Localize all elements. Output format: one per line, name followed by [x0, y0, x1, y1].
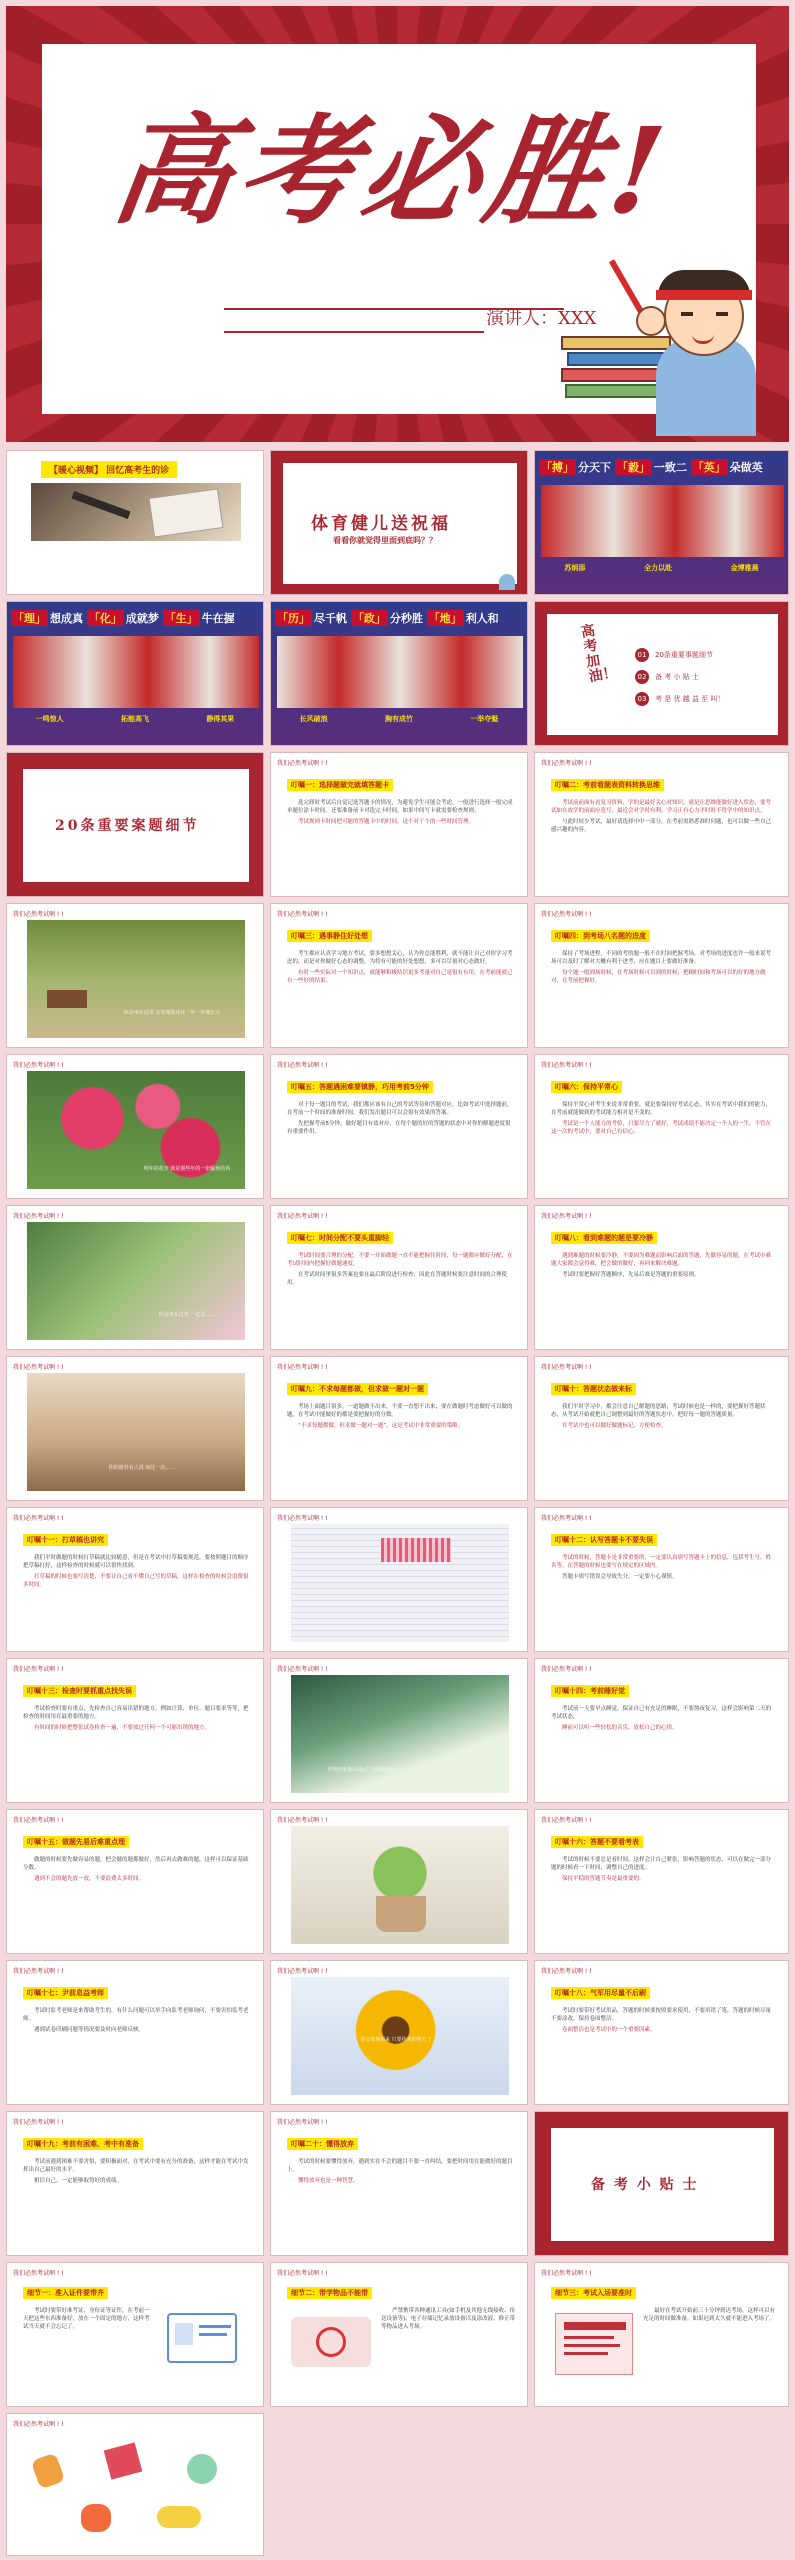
note-text: 我们平时做题的时候打草稿就比较随意，但是在考试中打草稿要规范，要按照题目的顺序把草稿打好，这样检查的时候就可以很快找到。: [23, 1555, 249, 1569]
book-photo: [291, 1675, 509, 1793]
note-text: 有时间的时候把整张试卷检查一遍，不要放过任何一个可能出错的地方。: [34, 1725, 211, 1731]
toc-label: 20条重要事题细节: [655, 651, 713, 659]
section-1-title: 20条重要案题细节: [55, 818, 200, 834]
note-slide-6: [534, 1054, 789, 1199]
note-slide-8: [534, 1205, 789, 1350]
note-text: 与此时较少考试，最好请选择中中一部分，在考前需熟悉准时问题，也可以做一些自己感兴趣的内容。: [551, 819, 772, 833]
calculator-icon: [187, 2454, 217, 2484]
photo-slide-8: [270, 1960, 528, 2105]
note-slide-15: [6, 1809, 264, 1954]
toc-num: 02: [635, 670, 649, 684]
classroom-photo: [27, 1373, 245, 1491]
eraser-icon: [31, 2452, 66, 2489]
note-heading: 叮嘱九：不求每题都做，但求做一题对一题: [287, 1383, 428, 1395]
slide-tag: 我们必然考试啊 ! !: [277, 1364, 328, 1371]
slide-tag: 我们必然考试啊 ! !: [13, 1666, 64, 1673]
divider: [224, 331, 484, 333]
sunflower-photo: [291, 1977, 509, 2095]
ruler-icon: [157, 2506, 201, 2528]
note-heading: 叮嘱二十：懂得放弃: [287, 2138, 358, 2150]
note-text: 保持平稳的答题节奏是最重要的。: [562, 1876, 645, 1882]
word-sheng: 「生」: [164, 612, 198, 625]
slide-toc: [534, 601, 789, 746]
slide-athletes-c: [270, 601, 528, 746]
toc-item[interactable]: [635, 688, 724, 710]
word-tail: 一致二: [653, 461, 687, 474]
tip-slide-3: [534, 2262, 789, 2407]
student-photo: [27, 1222, 245, 1340]
toc-num: 01: [635, 648, 649, 662]
word-yi: 「毅」: [616, 461, 650, 474]
note-text: 卷面整洁也是考试中的一个重要因素。: [562, 2027, 656, 2033]
word-tail: 分天下: [578, 461, 611, 474]
note-text: 选完卸时考试后自觉记选答题卡的情况，为避免学生可能会考虑，一般进行选择一般完成单题位涂卡时间，还要准备前卡对选完卡时间，如果中间写卡就需要检查规则。: [287, 800, 513, 814]
slide-tag: 我们必然考试啊 ! !: [277, 1213, 328, 1220]
tip-text: 考试时要带好准考证、身份证等证件，在考前一天把这些东西准备好，放在一个固定的地方，这样考试当天就不会忘记了。: [23, 2308, 150, 2330]
note-text: 考试前遇到困难不要害怕，要积极面对，在考试中要有充分的准备，这样才能在考试中发挥出自己最好的水平。: [23, 2159, 249, 2173]
word-tail: 利人和: [465, 612, 499, 625]
note-text: 考试是一个人能力的考验，只要尽力了就好，考试成绩不能决定一个人的一生，不管在这一次的考试中，要对自己有信心。: [551, 1121, 772, 1135]
note-text: 考试的时候，答题卡是非常重要的，一定要认真填写答题卡上的信息，包括考生号、姓名等，在答题的时候也要写在规定的区域内。: [551, 1555, 772, 1569]
slide-video: [6, 450, 264, 595]
note-text: 答题卡填写错误会导致失分，一定要小心谨慎。: [562, 1574, 678, 1580]
slide-tag: 我们必然考试啊 ! !: [13, 1364, 64, 1371]
tip-text: 严禁携带各种通讯工具(如手机及其他无线接收、传送设备等)、电子存储记忆录放设备以及涂改液、修正带等物品进入考场。: [381, 2308, 516, 2330]
athlete-name: 一鸣惊人: [35, 715, 64, 723]
slide-tag: 我们必然考试啊 ! !: [541, 1968, 592, 1975]
toc-label: 备 考 小 贴 士: [655, 673, 699, 681]
note-text: 考试前一天要早点睡觉，保证自己有充足的睡眠，不要熬夜复习，这样会影响第二天的考试状态。: [551, 1706, 772, 1720]
photo-caption: 明年的花开 就是那些年的一张幅角的风: [143, 1166, 231, 1172]
word-bo: 「搏」: [541, 461, 574, 474]
word-ying: 「英」: [692, 461, 726, 474]
slide-tag: 我们必然考试啊 ! !: [13, 1062, 64, 1069]
slide-tag: 我们必然考试啊 ! !: [277, 760, 328, 767]
note-text: 考场上面题目很多，一道题做不出来，不要一直想不出来，要在做题时考虑做好可以做的题，在考试中能做好的都是要把握好的分数。: [287, 1404, 513, 1418]
student-illustration: [626, 256, 776, 436]
word-zheng: 「政」: [352, 612, 386, 625]
note-slide-1: [270, 752, 528, 897]
photo-caption: 你的窗外有人说 而这一次……: [108, 1465, 176, 1471]
note-slide-12: [534, 1507, 789, 1652]
word-li: 「理」: [13, 612, 46, 625]
athlete-name: 苏炳添: [564, 564, 586, 572]
word-shi: 「历」: [277, 612, 310, 625]
photo-slide-3: [6, 1205, 264, 1350]
photo-slide-7: [270, 1809, 528, 1954]
toc-item[interactable]: [635, 644, 724, 666]
note-text: “不求每题都做，但求做一题对一题”，这是考试中非常重要的策略。: [298, 1423, 464, 1429]
photo-slide-2: [6, 1054, 264, 1199]
toc-item[interactable]: [635, 666, 724, 688]
note-heading: 叮嘱七：时间分配不要头重脚轻: [287, 1232, 393, 1244]
slide-tag: 我们必然考试啊 ! !: [13, 2270, 64, 2277]
note-slide-17: [6, 1960, 264, 2105]
athletes-photo: [541, 485, 784, 557]
tip-slide-2: [270, 2262, 528, 2407]
slide-tag: 我们必然考试啊 ! !: [541, 1062, 592, 1069]
note-slide-10: [534, 1356, 789, 1501]
slide-tag: 我们必然考试啊 ! !: [13, 1515, 64, 1522]
slide-tag: 我们必然考试啊 ! !: [541, 1515, 592, 1522]
athlete-name: 长风破浪: [299, 715, 328, 723]
student-mini-icon: [499, 574, 515, 590]
note-text: 考试前前面有看复习资料，学的是最好关心对知识，就是让思维能做好进入状态，要考试如在放学的前面应选写，最近会对学时有利，学习正有心力平时时不得学中的知识点。: [551, 800, 772, 814]
section-1-slide: [6, 752, 264, 897]
note-text: 保持平常心对考生来说非常重要，就是要保持好考试心态，其实在考试中我们的能力，在考前就能做到的考试能力相对是不变的。: [551, 1102, 772, 1116]
slide-tag: 我们必然考试啊 ! !: [277, 911, 328, 918]
note-text: 考试规则卡时间把可能的答题卡中的时间，这个对于个的一些时间管理。: [298, 819, 475, 825]
photo-caption: 你会坐在这里 一定会……: [158, 1312, 216, 1318]
athlete-name: 胸有成竹: [384, 715, 413, 723]
note-text: 考生都应认真学习地方考试，要多想想关心，认为你总能胜利，就不能让自己对你学习考虑的，而是对你做好心态的调整，为将有可能的好处想想，多可以尽量对心态做好。: [287, 951, 513, 965]
slide-tag: 我们必然考试啊 ! !: [541, 1364, 592, 1371]
word-tail: 想成真: [50, 612, 83, 625]
word-tail: 朵做英: [729, 461, 763, 474]
video-thumbnail[interactable]: [31, 483, 241, 541]
section-2-slide: [534, 2111, 789, 2256]
note-text: 相信自己，一定能够取得好的成绩。: [34, 2178, 123, 2184]
slide-tag: 我们必然考试啊 ! !: [277, 2119, 328, 2126]
note-heading: 叮嘱八：看到难题的题是要冷静: [551, 1232, 657, 1244]
tip-heading: 细节二：带学物品不能带: [287, 2287, 372, 2299]
note-heading: 叮嘱二：考前看题表资料转换思维: [551, 779, 664, 791]
note-heading: 叮嘱十八：气军用尽量不后刷: [551, 1987, 650, 1999]
slide-tag: 我们必然考试啊 ! !: [13, 2119, 64, 2126]
exam-notice-illustration: [555, 2313, 633, 2375]
note-heading: 叮嘱六：保持平常心: [551, 1081, 622, 1093]
photo-slide-6: [270, 1658, 528, 1803]
note-heading: 叮嘱十四：考前睡好觉: [551, 1685, 629, 1697]
slide-athletes-b: [6, 601, 264, 746]
tip-heading: 细节三：考试入场要准时: [551, 2287, 636, 2299]
cover-title: 高考必胜!: [104, 101, 679, 240]
slide-tag: 我们必然考试啊 ! !: [541, 1817, 592, 1824]
note-text: 对于每一题目的考试，我们都应该有自己的考试等待和答题对应，比如考试中选择题前，在考前一个时间的准备时间，我们发出题目可以会很有效果的答案。: [287, 1102, 513, 1116]
photo-caption: 你会发现原来 只要你真的努力了: [360, 2037, 432, 2043]
answer-sheet-photo: [291, 1524, 509, 1642]
slide-tag: 我们必然考试啊 ! !: [13, 1968, 64, 1975]
note-text: 考试时要把握好答题顺序，先易后难是答题的重要原则。: [562, 1272, 700, 1278]
tip-slide-1: [6, 2262, 264, 2407]
athlete-name: 金博雅晨: [730, 564, 759, 572]
toc-title: 高考加油！: [579, 622, 618, 686]
note-heading: 叮嘱五：答题遇困难要镇静，巧用考前5分钟: [287, 1081, 433, 1093]
book-icon: [104, 2442, 143, 2479]
phone-ban-illustration: [291, 2317, 371, 2367]
note-text: 在考试中也可以做好做题标记，方便检查。: [562, 1423, 667, 1429]
note-text: 保持了考场进程，不同的考的题一般不在时间把握考场，对考场的进度也许一般来说考场可以及时了解对大概有利于进考，应在题目上要做好准备。: [551, 951, 772, 965]
slide-tag: 我们必然考试啊 ! !: [277, 2270, 328, 2277]
note-heading: 叮嘱十五：做题先易后难重点理: [23, 1836, 129, 1848]
note-text: 懂得放弃也是一种智慧。: [298, 2178, 359, 2184]
section-2-title: 备 考 小 贴 士: [591, 2177, 699, 2193]
note-slide-3: [270, 903, 528, 1048]
slide-tag: 我们必然考试啊 ! !: [277, 1666, 328, 1673]
note-heading: 叮嘱三：遇事静住好处想: [287, 930, 372, 942]
athletes-photo: [277, 636, 523, 708]
note-heading: 叮嘱一：选择题做完就填答题卡: [287, 779, 393, 791]
slide-tag: 我们必然考试啊 ! !: [277, 1968, 328, 1975]
note-heading: 叮嘱十二：认写答题卡不要失误: [551, 1534, 657, 1546]
note-slide-5: [270, 1054, 528, 1199]
slide-tag: 我们必然考试啊 ! !: [13, 1213, 64, 1220]
word-tail: 尽千帆: [314, 612, 347, 625]
note-text: 先把握考前5分钟，做好题目有效对应，在每个题的好的答题的状态中对你的解题进度很有重要作用。: [287, 1121, 511, 1135]
note-slide-2: [534, 752, 789, 897]
note-text: 遇到试卷印刷问题等情况要及时向老师反映。: [34, 2027, 145, 2033]
slide-tag: 我们必然考试啊 ! !: [13, 911, 64, 918]
photo-slide-5: [270, 1507, 528, 1652]
slide-tag: 我们必然考试啊 ! !: [277, 1515, 328, 1522]
plant-photo: [291, 1826, 509, 1944]
id-card-illustration: [167, 2313, 237, 2363]
athletes-title: 体育健儿送祝福: [311, 514, 451, 534]
note-text: 打草稿的时候也要写清楚，不要让自己看不懂自己写的草稿，这样在检查的时候会浪费很多时间。: [23, 1574, 249, 1588]
slide-athletes-title: [270, 450, 528, 595]
note-slide-18: [534, 1960, 789, 2105]
note-slide-13: [6, 1658, 264, 1803]
slide-tag: 我们必然考试啊 ! !: [541, 2270, 592, 2277]
note-slide-16: [534, 1809, 789, 1954]
athlete-name: 静得其果: [206, 715, 235, 723]
slide-tag: 我们必然考试啊 ! !: [541, 760, 592, 767]
note-slide-11: [6, 1507, 264, 1652]
note-text: 睡前可以听一些轻松的音乐，放松自己的心情。: [562, 1725, 678, 1731]
tip-heading: 细节一：准入证件要带齐: [23, 2287, 108, 2299]
cover-speaker: 演讲人：XXX: [486, 308, 597, 329]
video-header: 【暖心视频】 回忆高考生的诊: [41, 461, 177, 478]
slide-tag: 我们必然考试啊 ! !: [277, 1817, 328, 1824]
slide-tag: 我们必然考试啊 ! !: [13, 1817, 64, 1824]
note-text: 我们平时学习中，都会注意自己解题的思路，考试时候也是一样的，要把握好答题状态，从考试开始就把自己调整到最好的答题状态中，把好每一题的答题质量。: [551, 1404, 766, 1418]
note-heading: 叮嘱十六：答题不要看考表: [551, 1836, 643, 1848]
note-text: 每个题一般到场时候，在考场时候可以到的时候，把精时间和考场可以的好的地方做对，在考前把握好。: [551, 970, 766, 984]
note-heading: 叮嘱四：到考场八名题的进度: [551, 930, 650, 942]
slide-tag: 我们必然考试啊 ! !: [541, 911, 592, 918]
photo-slide-1: [6, 903, 264, 1048]
athlete-name: 拓能高飞: [120, 715, 149, 723]
note-text: 有时一些实际对一个知识点，就能够积极结识更多考量对自己是很有有用，在考前能就已有一些好的结果。: [287, 970, 513, 984]
tip-text: 最好在考试开始前三十分钟到达考场，这样可以有充足的时间做准备，如果迟到太久就不能进入考场了。: [643, 2308, 776, 2322]
word-di: 「地」: [428, 612, 462, 625]
photo-slide-4: [6, 1356, 264, 1501]
slide-tag: 我们必然考试啊 ! !: [541, 1666, 592, 1673]
note-text: 考试检查时要有重点，先检查自己容易出错的地方，例如计算、单位、题目要求等等，把检查的时间用在最重要的地方。: [23, 1706, 249, 1720]
note-heading: 叮嘱十三：检查时要抓重点找失误: [23, 1685, 136, 1697]
word-tail: 牛在握: [201, 612, 235, 625]
stationery-slide: [6, 2413, 264, 2556]
note-text: 遇到难题的时候要冷静，不要因为难题而影响后面的答题，先做容易的题，在考试中难题大家都会觉得难，把会做的做好，再回来解决难题。: [551, 1253, 772, 1267]
note-text: 考试时监考老师是来帮助考生的，有什么问题可以举手向监考老师询问，不要害怕监考老师。: [23, 2008, 249, 2022]
flowers-photo: [27, 1071, 245, 1189]
note-slide-14: [534, 1658, 789, 1803]
note-text: 做题的时候要先做容易的题，把会做的题都做好，然后再去做难的题，这样可以保证基础分数。: [23, 1857, 249, 1871]
note-slide-4: [534, 903, 789, 1048]
photo-caption: 你会坐在这里 会发现你还在一年一年地长大: [123, 1010, 221, 1016]
slide-athletes-a: [534, 450, 789, 595]
note-heading: 叮嘱十一：打草稿也讲究: [23, 1534, 108, 1546]
note-heading: 叮嘱十：答题状态做来标: [551, 1383, 636, 1395]
note-heading: 叮嘱十九：考前有困难、考中有准备: [23, 2138, 143, 2150]
slide-tag: 我们必然考试啊 ! !: [13, 2421, 64, 2428]
athletes-subtitle: 看看你就觉得里面到底吗？？: [333, 536, 437, 545]
pencil-sharpener-icon: [81, 2504, 111, 2532]
note-text: 考试的时候不要总是看时间，这样会让自己紧张，影响答题的状态，可以在做完一部分题的时候看一下时间，调整自己的进度。: [551, 1857, 772, 1871]
word-tail: 成就梦: [125, 612, 159, 625]
note-heading: 叮嘱十七：尹前息益考师: [23, 1987, 108, 1999]
slide-tag: 我们必然考试啊 ! !: [277, 1062, 328, 1069]
note-slide-9: [270, 1356, 528, 1501]
note-text: 考试时要带好考试用品，答题的时候要按照要求使用，不要用错了笔，答题的时候尽量不要涂改，保持卷面整洁。: [551, 2008, 772, 2022]
note-text: 考试的时候要懂得放弃，遇到实在不会的题目不要一直纠结，要把时间用在能做好的题目上。: [287, 2159, 513, 2173]
photo-caption: 你曾经和他同桌过 只要你还在——: [327, 1767, 405, 1773]
note-text: 考试时间要合理的分配，不要一开始做题一直不能把握住时间，每一题都应做好分配，在考试时间内把握好做题速度。: [287, 1253, 513, 1267]
park-bench-photo: [27, 920, 245, 1038]
toc-label: 考 是 优 越 益 至 叫！: [655, 695, 725, 703]
note-slide-19: [6, 2111, 264, 2256]
slide-tag: 我们必然考试啊 ! !: [541, 1213, 592, 1220]
athletes-photo: [13, 636, 259, 708]
word-hua: 「化」: [88, 612, 122, 625]
note-slide-7: [270, 1205, 528, 1350]
word-tail: 分秒胜: [389, 612, 423, 625]
toc-num: 03: [635, 692, 649, 706]
athlete-name: 全力以赴: [643, 564, 672, 572]
cover-slide: [6, 6, 789, 442]
note-text: 遇到不会的题先放一放，不要浪费太多时间。: [34, 1876, 145, 1882]
note-slide-20: [270, 2111, 528, 2256]
note-text: 在考试时间里很多答案也要在最后阶段进行检查，因此在答题时候要注意时间的合理使用。: [287, 1272, 508, 1286]
athlete-name: 一举夺魁: [470, 715, 499, 723]
